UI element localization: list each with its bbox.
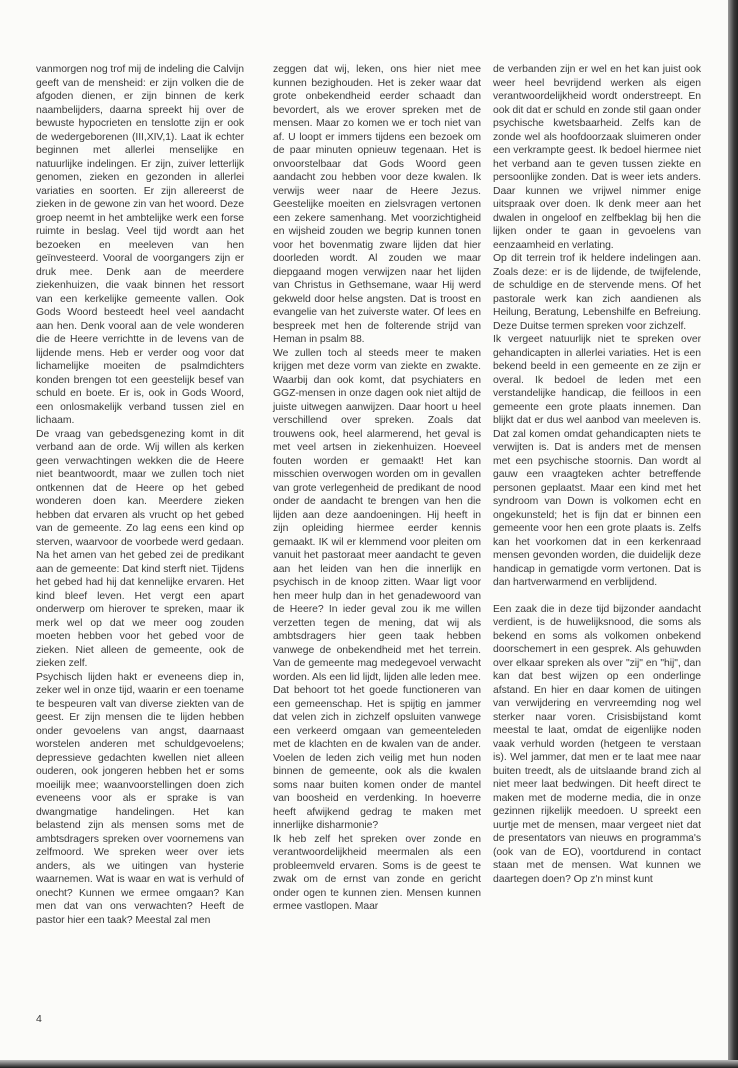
paragraph: Psychisch lijden hakt er eveneens diep in, zeker wel in onze tijd, waarin er een toename te bespeuren valt van diverse ziekten van de geest. Er zijn mensen die te lijden hebben onder gevoelens van angst, daarnaast worstelen anderen met schuldgevoelens; depressieve gedachten kwellen niet alleen ouderen, ook jongeren hebben het er soms moeilijk mee; waanvoorstellingen doen zich eveneens voor als er sprake is van dwangmatige handelingen. Het kan belastend zijn als mensen soms met de ambtsdragers spreken over voornemens van zelfmoord. We spreken weer over iets anders, als we uitingen van hysterie waarnemen. Wat is waar en wat is verhuld of onecht? Kunnen we ermee omgaan? Kan men dat van ons verwachten? Heeft de pastor hier een taak? Meestal zal men	[36, 671, 244, 926]
text-column-2	[273, 63, 481, 914]
paragraph: Ik heb zelf het spreken over zonde en verantwoordelijkheid meermalen als een probleemveld ervaren. Soms is de geest te zwak om de ernst van zonde en gericht onder ogen te kunnen zien. Mensen kunnen ermee vastlopen. Maar	[273, 833, 481, 912]
page-edge-shadow	[728, 0, 738, 1060]
paragraph: Ik vergeet natuurlijk niet te spreken over gehandicapten in allerlei variaties. Het is een bekend beeld in een gemeente en ze zijn er overal. Ik bedoel de leden met een verstandelijke handicap, die feilloos in een gemeente een grote plaats innemen. Dan blijkt dat er dus wel aanbod van meeleven is. Dat zal komen omdat gehandicapten niets te verwijten is. Dat is anders met de mensen met een psychische stoornis. Dan wordt al gauw een vraagteken achter betreffende personen geplaatst. Maar een kind met het syndroom van Down is volkomen echt en ongekunsteld; het is fijn dat er binnen een gemeente voor hen een grote plaats is. Zelfs kan het voorkomen dat in een kerkenraad mensen gevonden worden, die duidelijk deze handicap in gematigde vorm vertonen. Dat is dan hartverwarmend en verblijdend.	[493, 334, 701, 588]
paragraph: de verbanden zijn er wel en het kan juist ook weer heel bevrijdend werken als eigen verantwoordelijkheid wordt onderstreept. En ook dit dat er schuld en zonde stil gaan onder psychische kwetsbaarheid. Zelfs kan de zonde wel als hoofdoorzaak sluimeren onder een verkrampte geest. Ik bedoel hiermee niet het verband aan te geven tussen ziekte en persoonlijke zonden. Dat is weer iets anders. Daar kunnen we vrijwel nimmer enige uitspraak over doen. Ik denk meer aan het dwalen in ongeloof en zelfbeklag bij hen die lijken onder te gaan in gevoelens van eenzaamheid en verlating.	[493, 64, 701, 251]
paragraph: vanmorgen nog trof mij de indeling die Calvijn geeft van de mensheid: er zijn volken die de afgoden dienen, er zijn binnen de kerk naambelijders, daarna spreekt hij over de bewuste hypocrieten en tenslotte zijn er ook de wedergeborenen (III,XIV,1). Laat ik echter beginnen met allerlei menselijke en natuurlijke indelingen. Er zijn, zuiver letterlijk genomen, zieken en gezonden in allerlei variaties en soorten. Er zijn allereerst de zieken in de gewone zin van het woord. Deze groep neemt in het ambtelijke werk een forse ruimte in beslag. Veel tijd wordt aan het bezoeken en meeleven van hen geïnvesteerd. Vooral de voorgangers zijn er druk mee. Denk aan de meerdere ziekenhuizen, die vaak binnen het ressort van een kerkelijke gemeente vallen. Ook Gods Woord besteedt heel veel aandacht aan hen. Denk vooral aan de vele wonderen die de Heere verrichtte in de levens van de lijdende mens. Heb er verder oog voor dat lichamelijke moeiten de psalmdichters konden brengen tot een geestelijk besef van schuld en boete. Er is, ook in Gods Woord, een onlosmakelijk verband tussen ziel en lichaam.	[36, 64, 244, 426]
paragraph: De vraag van gebedsgenezing komt in dit verband aan de orde. Wij willen als kerken geen verwachtingen wekken die de Heere niet beantwoordt, maar we zullen toch niet ontkennen dat de Heere op het gebed wonderen doen kan. Meerdere zieken hebben dat ervaren als vrucht op het gebed van de gemeente. Zo lag eens een kind op sterven, waarvoor de voorbede werd gedaan. Na het amen van het gebed zei de predikant aan de gemeente: Dat kind sterft niet. Tijdens het gebed had hij dat kennelijke ervaren. Het kind bleef leven. Het vergt een apart onderwerp om hierover te spreken, maar ik merk wel op dat we meer oog zouden moeten hebben voor het gebed voor de zieken. Niet alleen de gemeente, ook de zieken zelf.	[36, 428, 244, 669]
text-column-3	[493, 63, 701, 886]
paragraph: We zullen toch al steeds meer te maken krijgen met deze vorm van ziekte en zwakte. Waarbij dan ook komt, dat psychiaters en GGZ-mensen in onze dagen ook niet altijd de juiste uitwegen aanwijzen. Daar hoort u heel verschillend over spreken. Zoals dat trouwens ook, heel alarmerend, het geval is met veel artsen in ziekenhuizen. Hoeveel fouten worden er gemaakt! Het kan misschien overwogen worden om in gevallen van grote verlegenheid de predikant de nood onder de aandacht te brengen van hen die lijden aan deze aandoeningen. Hij heeft in zijn opleiding hiermee eerder kennis gemaakt. IK wil er klemmend voor pleiten om vanuit het pastoraat meer aandacht te geven aan het leiden van hen die innerlijk en psychisch in de knoop zitten. Waar ligt voor hen meer hulp dan in het genadewoord van de Heere? In ieder geval zou ik me willen verzetten tegen de mening, dat wij als ambtsdragers hier geen taak hebben vanwege de onbekendheid met het terrein. Van de gemeente mag medegevoel verwacht worden. Als een lid lijdt, lijden alle leden mee. Dat behoort tot het goede functioneren van een gemeenschap. Het is spijtig en jammer dat velen zich in zichzelf opsluiten vanwege een verkeerd omgaan van gemeenteleden met de klachten en de kwalen van de ander. Voelen de leden zich veilig met hun noden binnen de gemeente, ook als die kwalen soms naar buiten komen onder de mantel van boosheid en verdenking. In hoeverre heeft afwijkend gedrag te maken met innerlijke disharmonie?	[273, 347, 481, 831]
paragraph: Op dit terrein trof ik heldere indelingen aan. Zoals deze: er is de lijdende, de twijfelende, de schuldige en de stervende mens. Of het pastorale werk kan zich aandienen als Heilung, Beratung, Lebenshilfe en Befreiung. Deze Duitse termen spreken voor zichzelf.	[493, 253, 701, 332]
text-column-1	[36, 63, 244, 927]
page-number: 4	[36, 1013, 42, 1025]
page-bottom-edge	[0, 1060, 738, 1068]
paragraph: zeggen dat wij, leken, ons hier niet mee kunnen bezighouden. Het is zeker waar dat grote onbekendheid eerder schaadt dan bevordert, als we erover spreken met de mensen. Maar zo komen we er toch niet van af. U loopt er immers tijdens een bezoek om de paar minuten opnieuw tegenaan. Het is onvoorstelbaar dat Gods Woord geen aandacht zou hebben voor deze kwalen. Ik verwijs weer naar de Heere Jezus. Geestelijke moeiten en zielsvragen vertonen een zekere samenhang. Met voorzichtigheid en wijsheid zouden we begrip kunnen tonen voor het bovenmatig zware lijden dat hier doorleden wordt. Al zouden we maar diepgaand mogen verwijzen naar het lijden van Christus in Gethsemane, waar Hij werd gekweld door helse angsten. Dat is troost en evangelie van het zuiverste water. Of lees en bespreek met hen de folterende strijd van Heman in psalm 88.	[273, 64, 481, 345]
paragraph: Een zaak die in deze tijd bijzonder aandacht verdient, is de huwelijksnood, die soms als bekend en soms als volkomen onbekend doorschemert in een gesprek. Als gehuwden over elkaar spreken als over "zij" en "hij", dan kan dat best wijzen op een onderlinge afstand. En hier en daar komen de uitingen van verwijdering en vervreemding nog wel sterker naar voren. Crisisbijstand komt meestal te laat, omdat de eigenlijke noden vaak verhuld worden (hetgeen te verstaan is). Wel jammer, dat men er te laat mee naar buiten treedt, als de uitslaande brand zich al niet meer laat bedwingen. Dit heeft direct te maken met de moderne media, die in onze gezinnen rijkelijk meedoen. U spreekt een uurtje met de mensen, maar vergeet niet dat de presentators van nieuws en programma's (ook van de EO), voortdurend in contact staan met de mensen. Wat kunnen we daartegen doen? Op z'n minst kunt	[493, 603, 701, 885]
